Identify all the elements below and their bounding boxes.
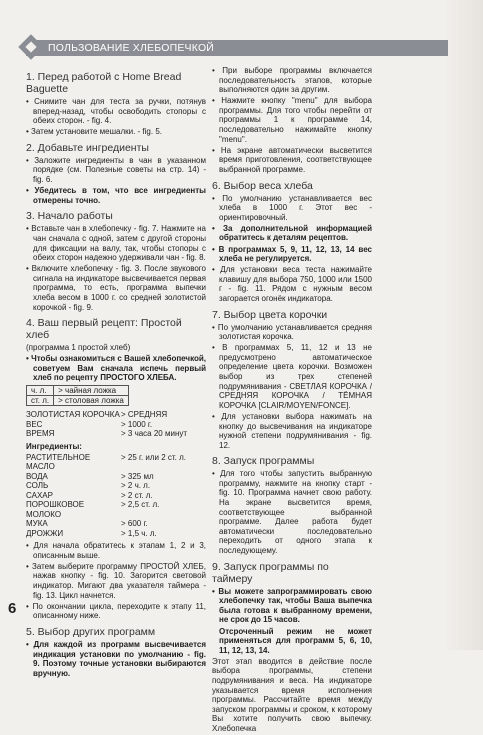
left-column: [26, 66, 206, 680]
ingredients-list: [26, 453, 206, 539]
section-6-step-3: • В программах 5, 9, 11, 12, 13, 14 вес хлеба не регулируется.: [212, 244, 372, 264]
section-2-step-2: • Убедитесь в том, что все ингредиенты отмерены точно.: [26, 186, 206, 205]
ingredient-name: СОЛЬ: [26, 481, 49, 491]
ingredient-name: САХАР: [26, 490, 53, 500]
abbr-key: ч. л.: [27, 386, 54, 396]
abbr-value: > чайная ложка: [54, 386, 129, 396]
section-9-step-1: • Вы можете запрограммировать свою хлебопечку так, чтобы Ваша выпечка была готова к выбранному времени, не срок до 15 часов.: [212, 586, 372, 625]
ingredient-name: ВОДА: [26, 471, 48, 481]
section-8-step-1: • Для того чтобы запустить выбранную программу, нажмите на кнопку старт - fig. 10. Программа начнет свою работу. На экране высветится время, соответствующее выбранной программе. Далее работа будет автоматически последовательно переходить от одного этапа к последующему.: [212, 469, 372, 556]
section-3-step-2: • Включите хлебопечку - fig. 3. После звукового сигнала на индикаторе высвечивается первая программа, то есть, программа выпечки хлеба весом в 1000 г. со средней золотистой корочкой - fig. 9.: [26, 264, 206, 312]
page-edge-shadow: [443, 0, 483, 650]
ingredient-amount: > 2 ч. л.: [121, 481, 151, 491]
ingredient-name: МУКА: [26, 519, 48, 529]
section-5-title: 5. Выбор других программ: [26, 625, 156, 638]
ingredient-amount: > 325 мл: [121, 471, 154, 481]
program-note-3: • На экране автоматически высветится время приготовления, соответствующее выбранной программе.: [212, 145, 372, 174]
section-2-title: 2. Добавьте ингредиенты: [26, 141, 149, 154]
param-row: [26, 410, 206, 420]
section-3-title: 3. Начало работы: [26, 210, 113, 223]
program-note-2: • Нажмите кнопку "menu" для выбора программы. Для того чтобы перейти от программы 1 к программе 14, последовательно нажимайте кнопку "menu".: [212, 96, 372, 144]
program-note-1: • При выборе программы включается последовательность этапов, которые выполняются один за другим.: [212, 66, 372, 95]
param-value: > 1000 г.: [121, 419, 153, 429]
section-9-note: Отсроченный режим не может применяться для программ 5, 6, 10, 11, 12, 13, 14.: [219, 626, 372, 655]
banner-title: ПОЛЬЗОВАНИЕ ХЛЕБОПЕЧКОЙ: [48, 42, 215, 54]
ingredient-amount: > 25 г. или 2 ст. л.: [121, 452, 187, 462]
ingredient-row: [26, 500, 206, 519]
ingredient-row: [26, 472, 206, 482]
section-7-step-2: • В программах 5, 11, 12 и 13 не предусмотрено автоматическое определение цвета корочки. Возможен выбор из трех степеней подрумянивания - СВЕТЛАЯ КОРОЧКА / СРЕДНЯЯ КОРОЧКА / ТЁМНАЯ КОРОЧКА [CLAIR/MOYEN/FONCE].: [212, 343, 372, 410]
section-7-step-3: • Для установки выбора нажимать на кнопку до высвечивания на индикаторе нужной степени подрумянивания - fig. 12.: [212, 411, 372, 450]
page-number: 6: [8, 600, 17, 617]
param-value: > СРЕДНЯЯ: [121, 410, 168, 420]
section-7-step-1: • По умолчанию устанавливается средняя золотистая корочка.: [212, 322, 372, 342]
section-9-paragraph: Этот этап вводится в действие после выбора программы, степени подрумянивания и веса. На индикаторе указывается время исполнения программы. Рассчитайте время между запуском программы и сроком, к которому Вы хотите получить свою выпечку. Хлебопечка: [212, 656, 372, 733]
abbr-row: [27, 396, 129, 406]
section-6-title: 6. Выбор веса хлеба: [212, 179, 313, 192]
section-8-title: 8. Запуск программы: [212, 455, 315, 468]
section-5-step-1: • Для каждой из программ высвечивается индикация установки по умолчанию - fig. 9. Поэтому точные установки выбираются вручную.: [26, 639, 206, 678]
abbr-key: ст. л.: [27, 396, 54, 406]
section-9-title: 9. Запуск программы по таймеру: [212, 560, 329, 585]
section-4-step-1: • Для начала обратитесь к этапам 1, 2 и 3, описанным выше.: [26, 541, 206, 560]
section-4-title: 4. Ваш первый рецепт: Простой хлеб: [26, 317, 182, 342]
param-row: [26, 429, 206, 439]
param-value: > 3 часа 20 минут: [121, 429, 188, 439]
ingredient-row: [26, 529, 206, 539]
ingredient-amount: > 1,5 ч. л.: [121, 528, 157, 538]
ingredient-amount: > 600 г.: [121, 519, 148, 529]
section-4-step-3: • По окончании цикла, переходите к этапу 11, описанному ниже.: [26, 601, 206, 621]
section-4-step-2: • Затем выберите программу ПРОСТОЙ ХЛЕБ, нажав кнопку - fig. 10. Загорится световой индикатор. Мигают два указателя таймера - fig. 13. Цикл начнется.: [26, 561, 206, 600]
ingredient-name: ПОРОШКОВОЕ МОЛОКО: [26, 500, 85, 519]
ingredient-name: ДРОЖЖИ: [26, 528, 64, 538]
abbr-row: [27, 386, 129, 396]
param-key: ЗОЛОТИСТАЯ КОРОЧКА: [26, 410, 120, 420]
param-key: ВЕС: [26, 419, 43, 429]
banner-diamond-icon: [18, 34, 43, 59]
abbr-value: > столовая ложка: [54, 396, 129, 406]
ingredients-title: Ингредиенты:: [26, 441, 82, 451]
abbreviation-table: [26, 385, 129, 406]
section-1-step-1: • Снимите чан для теста за ручки, потянув вперед-назад, чтобы освободить стопоры с обеих сторон. - fig. 4.: [26, 97, 206, 126]
ingredient-amount: > 2,5 ст. л.: [121, 500, 160, 510]
section-banner: [26, 40, 448, 56]
section-3-step-1: • Вставьте чан в хлебопечку - fig. 7. Нажмите на чан сначала с одной, затем с другой стороны для фиксации на валу, так, чтобы стопоры с обеих сторон надежно удерживали чан - fig. 8.: [26, 224, 206, 263]
section-4-intro: • Чтобы ознакомиться с Вашей хлебопечкой, советуем Вам сначала испечь первый хлеб по рецепту ПРОСТОГО ХЛЕБА.: [26, 354, 206, 383]
ingredient-row: [26, 519, 206, 529]
ingredient-name: РАСТИТЕЛЬНОЕ МАСЛО: [26, 452, 91, 472]
section-2-step-1: • Заложите ингредиенты в чан в указанном порядке (см. Полезные советы на стр. 14) - fig. 6.: [26, 155, 206, 185]
recipe-params: [26, 410, 206, 439]
ingredient-row: [26, 481, 206, 491]
section-1-title: 1. Перед работой с Home Bread Baguette: [26, 71, 182, 95]
section-1-step-2: • Затем установите мешалки. - fig. 5.: [26, 127, 162, 137]
ingredient-row: [26, 491, 206, 501]
right-column: [212, 66, 372, 735]
ingredient-amount: > 2 ст. л.: [121, 490, 153, 500]
param-row: [26, 420, 206, 430]
section-4-subtitle: (программа 1 простой хлеб): [26, 343, 131, 353]
section-6-step-4: • Для установки веса теста нажимайте клавишу для выбора 750, 1000 или 1500 г - fig. 11. Рядом с нужным весом загорается огонёк индикатора.: [212, 265, 372, 303]
section-6-step-1: • По умолчанию устанавливается вес хлеба в 1000 г. Этот вес - ориентировочный.: [212, 193, 372, 222]
ingredient-row: [26, 453, 206, 472]
section-6-step-2: • За дополнительной информацией обратитесь к деталям рецептов.: [212, 223, 372, 243]
param-key: ВРЕМЯ: [26, 429, 55, 439]
section-7-title: 7. Выбор цвета корочки: [212, 308, 328, 321]
